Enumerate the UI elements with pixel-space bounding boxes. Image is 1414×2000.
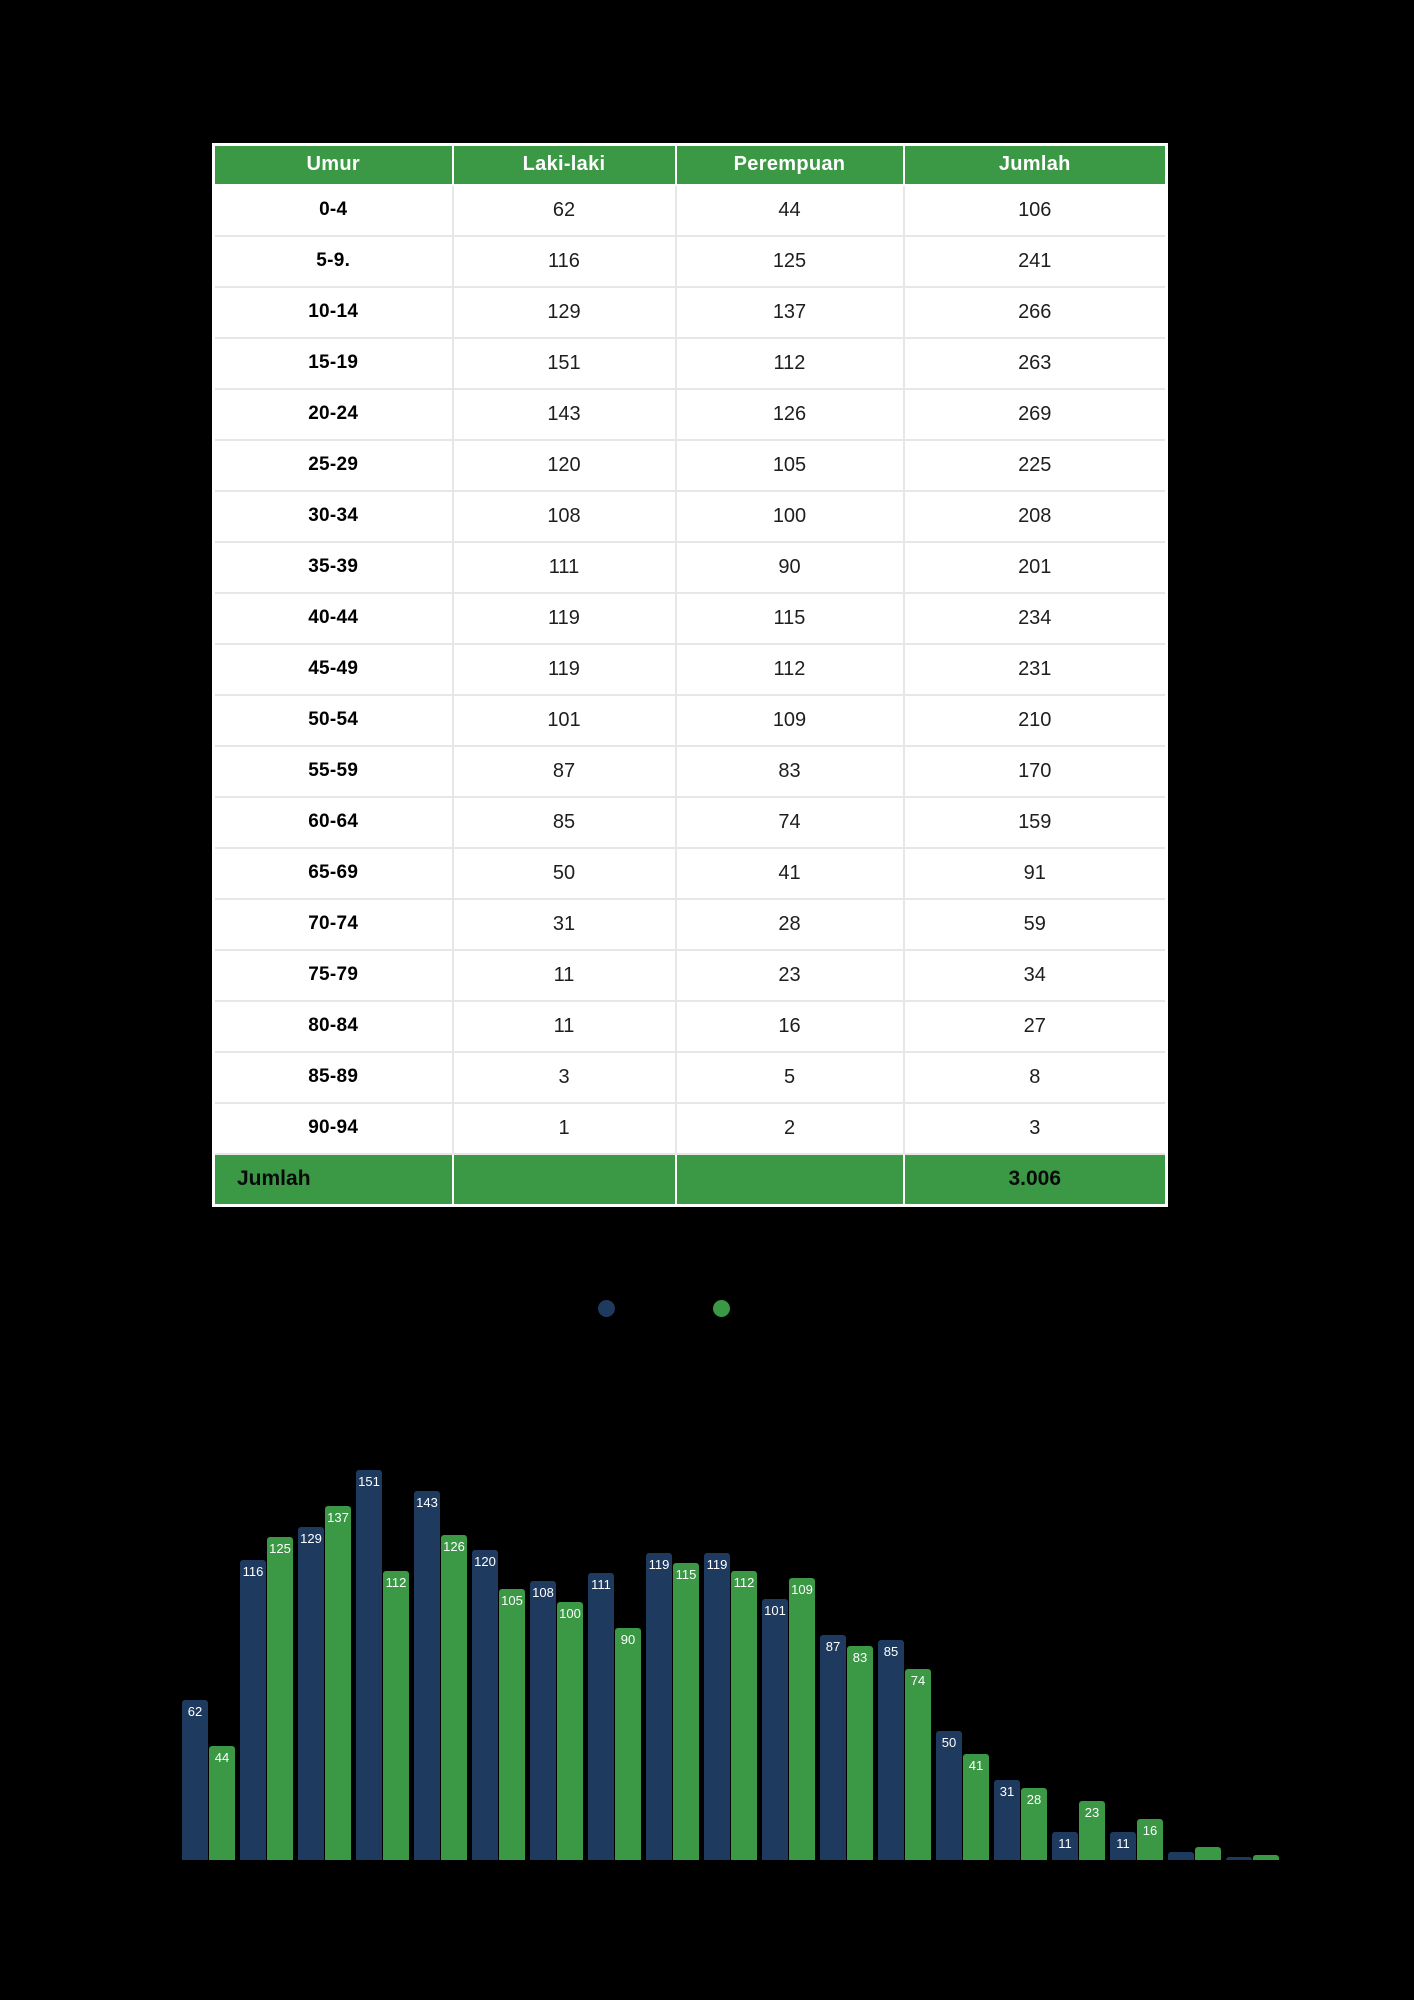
bar-value-label: 112 (733, 1575, 755, 1590)
age-cell: 65-69 (214, 848, 453, 899)
table-row (214, 1052, 1167, 1103)
age-cell: 80-84 (214, 1001, 453, 1052)
male-cell: 101 (453, 695, 676, 746)
bar-pair (1110, 1819, 1163, 1860)
table-body (214, 185, 1167, 1154)
table-row (214, 338, 1167, 389)
bar-pair (1226, 1855, 1279, 1860)
bar-laki-laki (530, 1581, 556, 1860)
male-cell: 111 (453, 542, 676, 593)
x-axis-label: 90-94 (1237, 1868, 1268, 1882)
table-row (214, 695, 1167, 746)
bar-value-label: 41 (968, 1758, 984, 1773)
age-cell: 85-89 (214, 1052, 453, 1103)
male-cell: 31 (453, 899, 676, 950)
table-header (214, 145, 1167, 185)
table-row (214, 950, 1167, 1001)
female-cell: 16 (676, 1001, 904, 1052)
legend-dot-perempuan-icon (713, 1300, 730, 1317)
female-cell: 23 (676, 950, 904, 1001)
bar-perempuan (731, 1571, 757, 1860)
bar-pair (762, 1578, 815, 1860)
total-cell: 269 (904, 389, 1167, 440)
table-row (214, 746, 1167, 797)
bar-pair (414, 1491, 467, 1860)
bar-value-label: 109 (791, 1582, 813, 1597)
male-cell: 119 (453, 593, 676, 644)
bar-laki-laki (762, 1599, 788, 1860)
total-cell: 208 (904, 491, 1167, 542)
female-cell: 2 (676, 1103, 904, 1154)
female-cell: 105 (676, 440, 904, 491)
table-row (214, 491, 1167, 542)
male-cell: 151 (453, 338, 676, 389)
population-table (212, 143, 1168, 1207)
bar-laki-laki (356, 1470, 382, 1860)
male-cell: 3 (453, 1052, 676, 1103)
female-cell: 112 (676, 338, 904, 389)
x-axis-label: 80-84 (1121, 1868, 1152, 1882)
legend-dot-laki-laki-icon (598, 1300, 615, 1317)
female-cell: 90 (676, 542, 904, 593)
female-cell: 41 (676, 848, 904, 899)
header-umur: Umur (214, 145, 453, 185)
male-cell: 62 (453, 185, 676, 236)
bar-value-label: 90 (620, 1632, 636, 1647)
bar-perempuan (441, 1535, 467, 1860)
bar-pair (356, 1470, 409, 1860)
bar-pair (1168, 1847, 1221, 1860)
table-row (214, 797, 1167, 848)
header-jumlah: Jumlah (904, 145, 1167, 185)
male-cell: 11 (453, 950, 676, 1001)
bar-perempuan (905, 1669, 931, 1860)
male-cell: 129 (453, 287, 676, 338)
bar-perempuan (267, 1537, 293, 1860)
bar-perempuan (1079, 1801, 1105, 1860)
table-row (214, 593, 1167, 644)
male-cell: 108 (453, 491, 676, 542)
x-axis-label: 55-59 (831, 1868, 862, 1882)
x-axis-label: 15-19 (367, 1868, 398, 1882)
bar-laki-laki (646, 1553, 672, 1860)
female-cell: 28 (676, 899, 904, 950)
bar-perempuan (499, 1589, 525, 1860)
bar-laki-laki (298, 1527, 324, 1860)
bar-perempuan (1195, 1847, 1221, 1860)
table-row (214, 644, 1167, 695)
age-cell: 60-64 (214, 797, 453, 848)
female-cell: 112 (676, 644, 904, 695)
bar-value-label: 44 (214, 1750, 230, 1765)
x-axis-label: 45-49 (715, 1868, 746, 1882)
bar-pair (878, 1640, 931, 1860)
male-cell: 85 (453, 797, 676, 848)
x-axis-label: 75-79 (1063, 1868, 1094, 1882)
bar-pair (936, 1731, 989, 1860)
bar-laki-laki (1226, 1857, 1252, 1860)
bar-value-label: 74 (910, 1673, 926, 1688)
bar-pair (298, 1506, 351, 1860)
x-axis-label: 70-74 (1005, 1868, 1036, 1882)
age-cell: 30-34 (214, 491, 453, 542)
x-axis-label: 60-64 (889, 1868, 920, 1882)
bar-pair (472, 1550, 525, 1860)
age-cell: 50-54 (214, 695, 453, 746)
table-row (214, 440, 1167, 491)
total-label-cell: Jumlah (214, 1154, 453, 1206)
bar-laki-laki (240, 1560, 266, 1860)
legend-label-laki-laki: Laki-laki (623, 1300, 679, 1317)
total-cell: 201 (904, 542, 1167, 593)
total-cell: 241 (904, 236, 1167, 287)
table-row (214, 185, 1167, 236)
table-row (214, 899, 1167, 950)
age-cell: 5-9. (214, 236, 453, 287)
bar-value-label: 11 (1116, 1836, 1130, 1851)
bar-pair (704, 1553, 757, 1860)
table-total-row (214, 1154, 1167, 1206)
table-row (214, 389, 1167, 440)
female-cell: 5 (676, 1052, 904, 1103)
total-cell: 27 (904, 1001, 1167, 1052)
bar-value-label: 105 (501, 1593, 523, 1608)
bar-perempuan (1137, 1819, 1163, 1860)
female-cell: 115 (676, 593, 904, 644)
age-cell: 70-74 (214, 899, 453, 950)
bar-value-label: 115 (675, 1567, 697, 1582)
chart-legend (0, 1300, 1414, 1317)
female-cell: 125 (676, 236, 904, 287)
legend-item-laki-laki (598, 1300, 679, 1317)
age-cell: 55-59 (214, 746, 453, 797)
age-cell: 35-39 (214, 542, 453, 593)
bar-pair (646, 1553, 699, 1860)
bar-value-label: 119 (706, 1557, 728, 1572)
bar-perempuan (383, 1571, 409, 1860)
table-row (214, 1103, 1167, 1154)
male-cell: 116 (453, 236, 676, 287)
male-cell: 120 (453, 440, 676, 491)
bar-value-label: 119 (648, 1557, 670, 1572)
male-cell: 87 (453, 746, 676, 797)
total-cell: 266 (904, 287, 1167, 338)
legend-label-perempuan: Perempuan (738, 1300, 817, 1317)
age-cell: 20-24 (214, 389, 453, 440)
bar-perempuan (673, 1563, 699, 1860)
age-cell: 25-29 (214, 440, 453, 491)
female-cell: 44 (676, 185, 904, 236)
legend-item-perempuan (713, 1300, 817, 1317)
bar-perempuan (963, 1754, 989, 1860)
bar-value-label: 11 (1058, 1836, 1072, 1851)
bar-value-label: 87 (825, 1639, 841, 1654)
bar-value-label: 111 (591, 1577, 611, 1592)
bar-perempuan (1253, 1855, 1279, 1860)
bar-value-label: 16 (1142, 1823, 1158, 1838)
male-cell: 11 (453, 1001, 676, 1052)
total-cell: 91 (904, 848, 1167, 899)
bar-value-label: 100 (559, 1606, 581, 1621)
header-laki-laki: Laki-laki (453, 145, 676, 185)
female-cell: 109 (676, 695, 904, 746)
total-cell: 225 (904, 440, 1167, 491)
age-cell: 90-94 (214, 1103, 453, 1154)
bar-value-label: 23 (1084, 1805, 1100, 1820)
total-cell: 34 (904, 950, 1167, 1001)
bar-value-label: 151 (358, 1474, 380, 1489)
bar-value-label: 116 (242, 1564, 264, 1579)
x-axis-label: 50-54 (773, 1868, 804, 1882)
total-cell: 106 (904, 185, 1167, 236)
bar-perempuan (789, 1578, 815, 1860)
bar-perempuan (557, 1602, 583, 1860)
bar-value-label: 50 (941, 1735, 957, 1750)
female-cell: 83 (676, 746, 904, 797)
total-cell: 234 (904, 593, 1167, 644)
total-value-cell: 3.006 (904, 1154, 1167, 1206)
bar-laki-laki (1168, 1852, 1194, 1860)
bar-value-label: 126 (443, 1539, 465, 1554)
x-axis-label: 10-14 (309, 1868, 340, 1882)
age-cell: 45-49 (214, 644, 453, 695)
male-cell: 1 (453, 1103, 676, 1154)
table-row (214, 287, 1167, 338)
bar-pair (1052, 1801, 1105, 1860)
table-row (214, 1001, 1167, 1052)
bar-value-label: 108 (532, 1585, 554, 1600)
x-axis-label: 20-24 (425, 1868, 456, 1882)
male-cell: 50 (453, 848, 676, 899)
bar-perempuan (209, 1746, 235, 1860)
x-axis-label: 85-89 (1179, 1868, 1210, 1882)
bar-value-label: 83 (852, 1650, 868, 1665)
bar-value-label: 143 (416, 1495, 438, 1510)
bar-value-label: 112 (385, 1575, 407, 1590)
total-cell: 8 (904, 1052, 1167, 1103)
bar-value-label: 101 (764, 1603, 786, 1618)
x-axis-label: 65-69 (947, 1868, 978, 1882)
total-male-cell-empty (453, 1154, 676, 1206)
bar-laki-laki (820, 1635, 846, 1860)
age-cell: 15-19 (214, 338, 453, 389)
bar-value-label: 125 (269, 1541, 291, 1556)
x-axis-label: 40-44 (657, 1868, 688, 1882)
female-cell: 126 (676, 389, 904, 440)
bar-perempuan (615, 1628, 641, 1860)
bar-pair (240, 1537, 293, 1860)
population-bar-chart (182, 1470, 1292, 1860)
total-cell: 159 (904, 797, 1167, 848)
bar-laki-laki (1052, 1832, 1078, 1860)
bar-perempuan (325, 1506, 351, 1860)
bar-value-label: 85 (883, 1644, 899, 1659)
age-cell: 0-4 (214, 185, 453, 236)
x-axis-label: 35-39 (599, 1868, 630, 1882)
bar-pair (588, 1573, 641, 1860)
total-cell: 59 (904, 899, 1167, 950)
total-cell: 210 (904, 695, 1167, 746)
bar-perempuan (1021, 1788, 1047, 1860)
age-cell: 75-79 (214, 950, 453, 1001)
bar-value-label: 129 (300, 1531, 322, 1546)
bar-value-label: 62 (187, 1704, 203, 1719)
age-cell: 40-44 (214, 593, 453, 644)
bar-value-label: 137 (327, 1510, 349, 1525)
x-axis-label: 25-29 (483, 1868, 514, 1882)
bar-laki-laki (182, 1700, 208, 1860)
chart-x-axis (182, 1868, 1292, 1882)
total-cell: 3 (904, 1103, 1167, 1154)
bar-laki-laki (936, 1731, 962, 1860)
female-cell: 137 (676, 287, 904, 338)
female-cell: 74 (676, 797, 904, 848)
table-header-row (214, 145, 1167, 185)
bar-perempuan (847, 1646, 873, 1860)
header-perempuan: Perempuan (676, 145, 904, 185)
female-cell: 100 (676, 491, 904, 542)
male-cell: 143 (453, 389, 676, 440)
bar-value-label: 120 (474, 1554, 496, 1569)
x-axis-label: 0-4 (199, 1868, 218, 1882)
table-row (214, 542, 1167, 593)
table-row (214, 848, 1167, 899)
bar-value-label: 28 (1026, 1792, 1042, 1807)
male-cell: 119 (453, 644, 676, 695)
bar-laki-laki (588, 1573, 614, 1860)
bar-pair (530, 1581, 583, 1860)
x-axis-label: 5-9. (256, 1868, 277, 1882)
bar-pair (994, 1780, 1047, 1860)
total-female-cell-empty (676, 1154, 904, 1206)
table-row (214, 236, 1167, 287)
bar-pair (182, 1700, 235, 1860)
age-cell: 10-14 (214, 287, 453, 338)
total-cell: 263 (904, 338, 1167, 389)
x-axis-label: 30-34 (541, 1868, 572, 1882)
bar-value-label: 31 (999, 1784, 1015, 1799)
bar-laki-laki (704, 1553, 730, 1860)
total-cell: 231 (904, 644, 1167, 695)
bar-pair (820, 1635, 873, 1860)
total-cell: 170 (904, 746, 1167, 797)
